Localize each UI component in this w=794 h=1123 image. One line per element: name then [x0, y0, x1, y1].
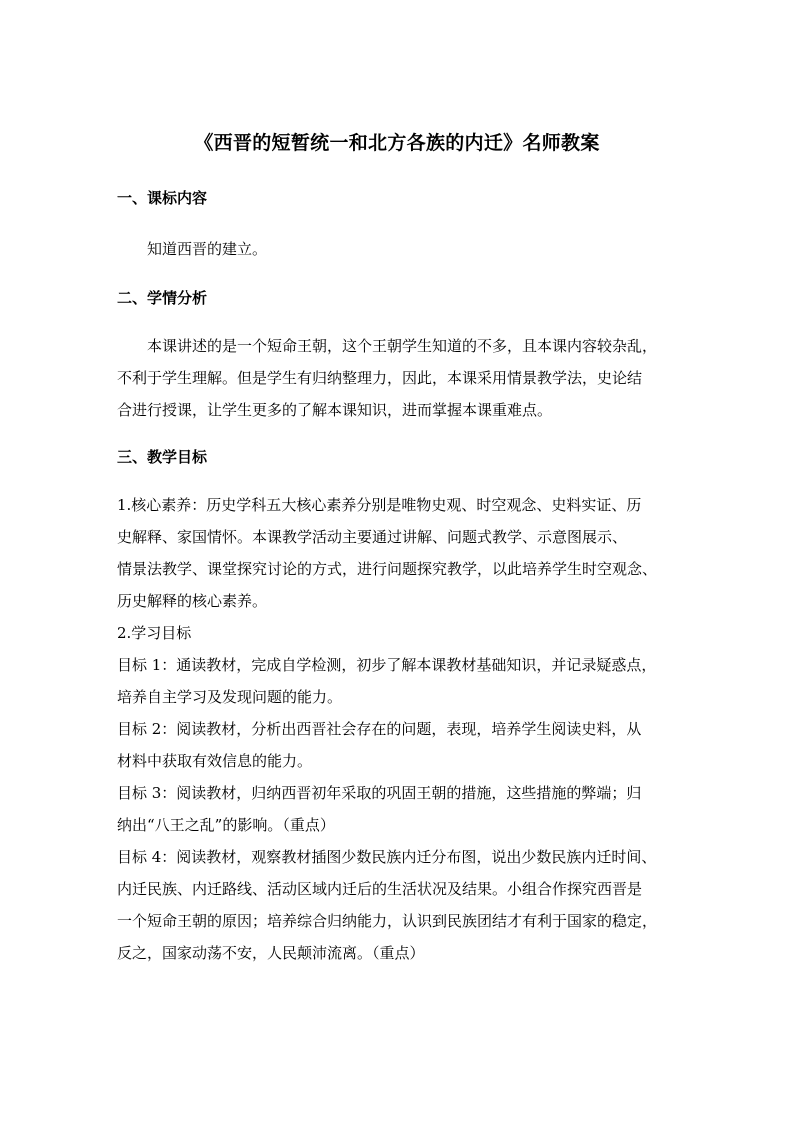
- paragraph-line: 培养自主学习及发现问题的能力。: [117, 688, 343, 706]
- paragraph-line: 一个短命王朝的原因；培养综合归纳能力，认识到民族团结才有利于国家的稳定，: [117, 912, 658, 930]
- paragraph-line: 目标 3：阅读教材，归纳西晋初年采取的巩固王朝的措施，这些措施的弊端；归: [117, 784, 642, 802]
- paragraph-line: 目标 4：阅读教材，观察教材插图少数民族内迁分布图，说出少数民族内迁时间、: [117, 848, 657, 866]
- paragraph-line: 历史解释的核心素养。: [117, 592, 268, 610]
- paragraph-line: 目标 2：阅读教材，分析出西晋社会存在的问题，表现，培养学生阅读史料，从: [117, 720, 642, 738]
- section-heading-curriculum: 一、课标内容: [117, 189, 208, 207]
- paragraph-line: 本课讲述的是一个短命王朝，这个王朝学生知道的不多，且本课内容较杂乱，: [147, 337, 658, 355]
- paragraph-line: 1.核心素养：历史学科五大核心素养分别是唯物史观、时空观念、史料实证、历: [117, 496, 642, 514]
- paragraph-line: 材料中获取有效信息的能力。: [117, 752, 313, 770]
- paragraph-line: 内迁民族、内迁路线、活动区域内迁后的生活状况及结果。小组合作探究西晋是: [117, 880, 643, 898]
- section-heading-teaching-goals: 三、教学目标: [117, 448, 208, 466]
- paragraph-line: 情景法教学、课堂探究讨论的方式，进行问题探究教学，以此培养学生时空观念、: [117, 560, 658, 578]
- paragraph-line: 纳出“八王之乱”的影响。（重点）: [117, 816, 335, 834]
- section-heading-student-analysis: 二、学情分析: [117, 289, 208, 307]
- student-analysis-paragraph: [117, 330, 677, 426]
- paragraph-line: 目标 1：通读教材，完成自学检测，初步了解本课教材基础知识，并记录疑惑点，: [117, 656, 657, 674]
- paragraph-line: 不利于学生理解。但是学生有归纳整理力，因此，本课采用情景教学法，史论结: [117, 369, 643, 387]
- teaching-goals-paragraph: [117, 489, 677, 969]
- paragraph-line: 2.学习目标: [117, 624, 192, 642]
- paragraph-line: 反之，国家动荡不安，人民颠沛流离。（重点）: [117, 944, 425, 962]
- paragraph-line: 合进行授课，让学生更多的了解本课知识，进而掌握本课重难点。: [117, 401, 553, 419]
- paragraph-line: 知道西晋的建立。: [147, 240, 268, 258]
- curriculum-paragraph: [117, 233, 677, 265]
- document-title: 《西晋的短暂统一和北方各族的内迁》名师教案: [194, 132, 600, 154]
- paragraph-line: 史解释、家国情怀。本课教学活动主要通过讲解、问题式教学、示意图展示、: [117, 528, 628, 546]
